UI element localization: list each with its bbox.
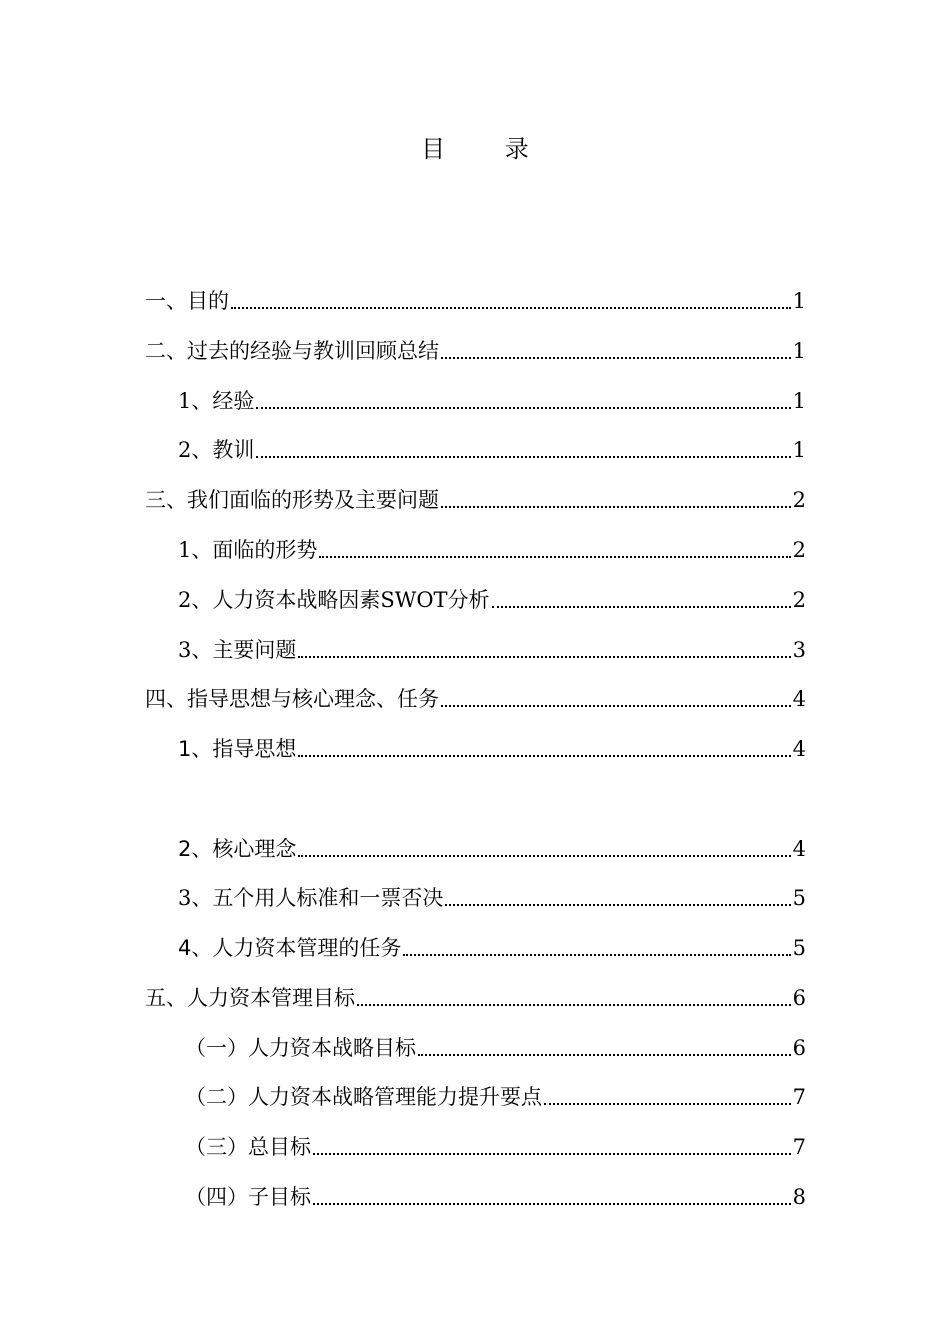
toc-entry-label: 1、经验 <box>178 389 255 413</box>
toc-entry-label: （二）人力资本战略管理能力提升要点 <box>185 1085 542 1109</box>
toc-entry-page: 7 <box>792 1085 806 1109</box>
dot-leader <box>298 656 790 658</box>
toc-entry-page: 1 <box>792 389 806 413</box>
dot-leader <box>313 1203 791 1205</box>
toc-entry-page: 4 <box>792 687 806 711</box>
toc-entry-page: 4 <box>792 837 806 861</box>
toc-entry-page: 1 <box>792 339 806 363</box>
toc-entry-label: 1、指导思想 <box>178 737 297 761</box>
toc-entry-page: 1 <box>792 438 806 462</box>
toc-entry-label: 2、核心理念 <box>178 837 297 861</box>
toc-entry-page: 2 <box>792 488 806 512</box>
toc-entry-page: 6 <box>792 986 806 1010</box>
toc-entry-4-1[interactable] <box>178 730 806 764</box>
toc-entry-4-4[interactable] <box>178 929 806 963</box>
toc-entry-label: 3、五个用人标准和一票否决 <box>178 886 444 910</box>
toc-entry-3-3[interactable] <box>178 631 806 665</box>
toc-entry-4-3[interactable] <box>178 879 806 913</box>
toc-entry-5-3[interactable] <box>185 1128 806 1162</box>
toc-entry-2-1[interactable] <box>178 382 806 416</box>
toc-entry-label: 1、面临的形势 <box>178 538 318 562</box>
toc-entry-page: 6 <box>792 1036 806 1060</box>
toc-title: 目 录 <box>421 135 555 163</box>
dot-leader <box>256 407 790 409</box>
dot-leader <box>403 954 790 956</box>
toc-entry-3-1[interactable] <box>178 531 806 565</box>
toc-entry-label: 四、指导思想与核心理念、任务 <box>145 687 439 711</box>
dot-leader <box>445 904 790 906</box>
dot-leader <box>298 855 790 857</box>
toc-entry-2-2[interactable] <box>178 431 806 465</box>
toc-entry-label: 一、目的 <box>145 289 229 313</box>
toc-entry-5-2[interactable] <box>185 1078 806 1112</box>
toc-entry-page: 8 <box>792 1185 806 1209</box>
toc-entry-5-4[interactable] <box>185 1178 806 1212</box>
toc-entry-3-2[interactable] <box>178 581 806 615</box>
dot-leader <box>441 705 791 707</box>
toc-entry-label: 4、人力资本管理的任务 <box>178 936 402 960</box>
dot-leader <box>231 307 791 309</box>
toc-entry-label: （一）人力资本战略目标 <box>185 1036 416 1060</box>
toc-entry-label: 2、人力资本战略因素SWOT分析 <box>178 588 490 612</box>
dot-leader <box>357 1004 791 1006</box>
toc-entry-2[interactable] <box>145 332 806 366</box>
dot-leader <box>544 1103 791 1105</box>
toc-entry-4-2[interactable] <box>178 830 806 864</box>
toc-entry-page: 3 <box>792 638 806 662</box>
toc-entry-label: 三、我们面临的形势及主要问题 <box>145 488 439 512</box>
toc-entry-5-1[interactable] <box>185 1029 806 1063</box>
toc-entry-label: （三）总目标 <box>185 1135 311 1159</box>
dot-leader <box>313 1153 791 1155</box>
toc-entry-label: 2、教训 <box>178 438 255 462</box>
dot-leader <box>418 1054 791 1056</box>
dot-leader <box>492 606 791 608</box>
dot-leader <box>441 506 791 508</box>
toc-entry-page: 1 <box>792 289 806 313</box>
toc-entry-page: 2 <box>792 588 806 612</box>
toc-entry-1[interactable] <box>145 282 806 316</box>
toc-entry-label: 二、过去的经验与教训回顾总结 <box>145 339 439 363</box>
toc-entry-page: 7 <box>792 1135 806 1159</box>
toc-entry-label: 五、人力资本管理目标 <box>145 986 355 1010</box>
dot-leader <box>319 556 790 558</box>
toc-entry-label: （四）子目标 <box>185 1185 311 1209</box>
dot-leader <box>298 755 790 757</box>
toc-entry-page: 4 <box>792 737 806 761</box>
dot-leader <box>441 357 791 359</box>
toc-entry-page: 5 <box>792 936 806 960</box>
toc-entry-3[interactable] <box>145 481 806 515</box>
toc-entry-4[interactable] <box>145 680 806 714</box>
toc-entry-label: 3、主要问题 <box>178 638 297 662</box>
dot-leader <box>256 456 790 458</box>
toc-entry-page: 2 <box>792 538 806 562</box>
toc-entry-5[interactable] <box>145 979 806 1013</box>
toc-entry-page: 5 <box>792 886 806 910</box>
